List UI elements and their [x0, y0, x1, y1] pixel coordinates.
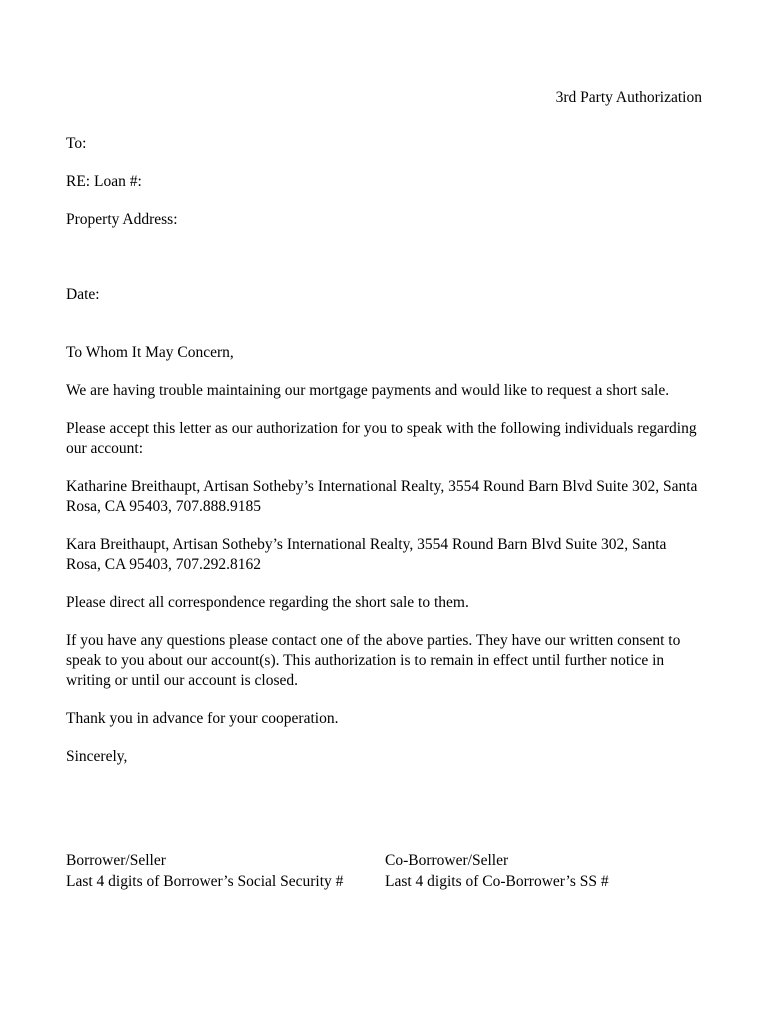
co-borrower-signature-column	[385, 850, 702, 892]
co-borrower-role-label: Co-Borrower/Seller	[385, 852, 509, 869]
authorized-contact-kara: Kara Breithaupt, Artisan Sotheby’s International Realty, 3554 Round Barn Blvd Suite 302, Santa Rosa, CA 95403, 707.292.8162	[66, 536, 667, 573]
field-to-label: To:	[66, 135, 87, 152]
recipient-fields	[66, 134, 702, 230]
letter-body	[66, 88, 702, 767]
field-property-address-label: Property Address:	[66, 211, 178, 228]
borrower-ssn-label: Last 4 digits of Borrower’s Social Security #	[66, 873, 344, 890]
co-borrower-ssn-label: Last 4 digits of Co-Borrower’s SS #	[385, 873, 609, 890]
paragraph-request-short-sale: We are having trouble maintaining our mortgage payments and would like to request a short sale.	[66, 382, 670, 399]
signature-block	[66, 850, 702, 892]
paragraph-direct-correspondence: Please direct all correspondence regarding the short sale to them.	[66, 594, 469, 611]
paragraph-authorization-intro: Please accept this letter as our authorization for you to speak with the following individuals regarding our account:	[66, 420, 697, 457]
borrower-signature-column	[66, 850, 385, 892]
closing-thanks-line: Thank you in advance for your cooperation.	[66, 710, 339, 727]
document-title: 3rd Party Authorization	[555, 89, 702, 106]
borrower-role-label: Borrower/Seller	[66, 852, 166, 869]
field-loan-number-label: RE: Loan #:	[66, 173, 142, 190]
paragraph-written-consent: If you have any questions please contact one of the above parties. They have our written consent to speak to you about our account(s). This authorization is to remain in effect until further notice in writing or until our account is closed.	[66, 632, 681, 689]
authorized-contact-katharine: Katharine Breithaupt, Artisan Sotheby’s International Realty, 3554 Round Barn Blvd Suite 302, Santa Rosa, CA 95403, 707.888.9185	[66, 478, 698, 515]
closing-sincerely-line: Sincerely,	[66, 748, 128, 765]
field-date-label: Date:	[66, 286, 100, 303]
salutation-line: To Whom It May Concern,	[66, 344, 234, 361]
